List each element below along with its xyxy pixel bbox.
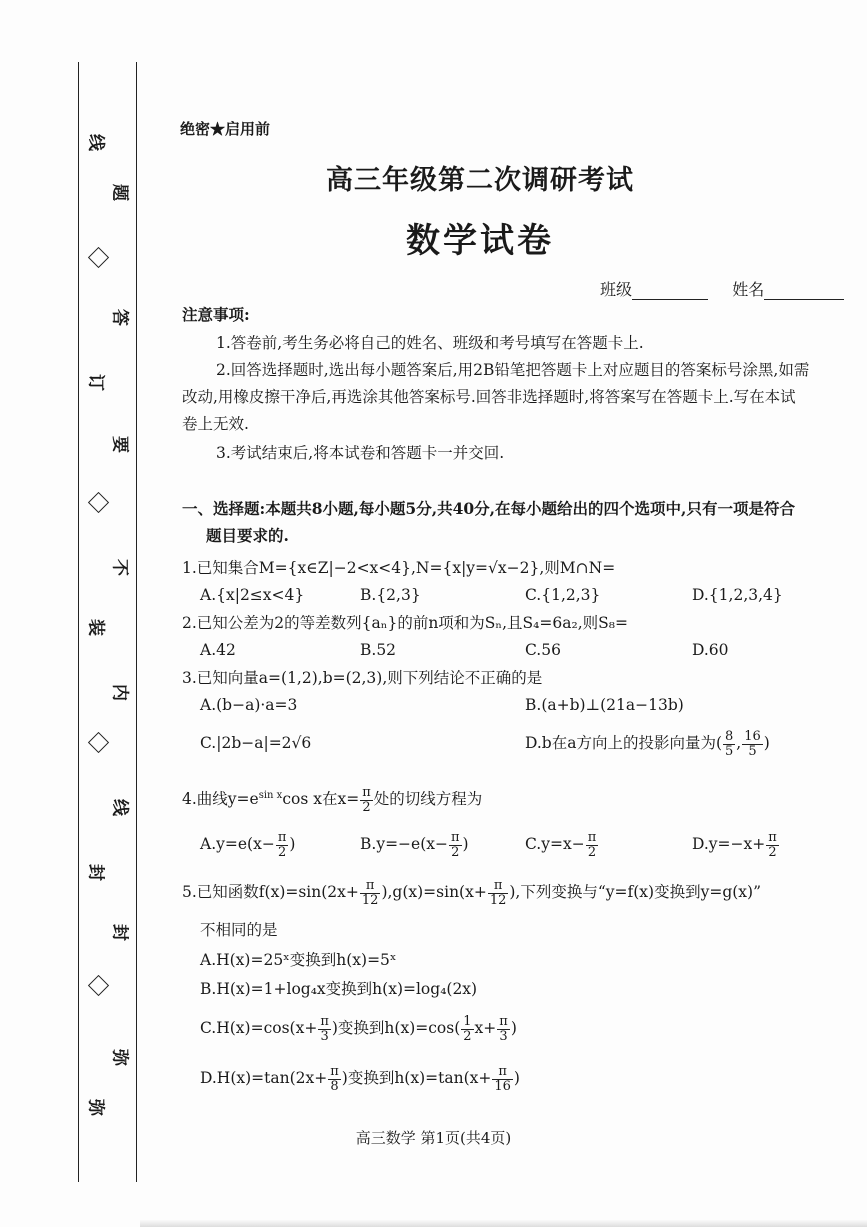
student-info <box>600 277 844 300</box>
binding-line-inner <box>136 62 137 1182</box>
notice-item: 改动,用橡皮擦干净后,再选涂其他答案标号.回答非选择题时,将答案写在答题卡上.写在本试 <box>182 388 796 406</box>
margin-char: 题 <box>109 184 130 201</box>
binding-margin <box>0 0 150 1227</box>
page-edge-shadow <box>140 1219 867 1227</box>
option-a: A.{x|2≤x<4} <box>200 586 305 604</box>
option-c: C.y=x− $\frac{\pi}{2}$ <box>525 829 597 860</box>
margin-char: 装 <box>85 619 106 636</box>
option-c: C.56 <box>525 641 561 659</box>
question-stem: 2.已知公差为2的等差数列{aₙ}的前n项和为Sₙ,且S₄=6a₂,则S₈= <box>182 614 628 632</box>
margin-char: 弥 <box>85 1099 106 1116</box>
option-a: A.42 <box>200 641 236 659</box>
binding-line-outer <box>78 62 79 1182</box>
option-d: D.{1,2,3,4} <box>692 586 783 604</box>
option-a: A.(b−a)·a=3 <box>200 696 298 714</box>
section-heading: 一、选择题:本题共8小题,每小题5分,共40分,在每小题给出的四个选项中,只有一项是符合 <box>182 499 795 518</box>
question-stem: 4.曲线$y=e^{sin x}\cos$ x在x= $\frac{\pi}{2}$ 处的切线方程为 <box>182 784 483 815</box>
diamond-icon <box>88 247 109 268</box>
margin-char: 封 <box>85 864 106 881</box>
option-b: B.y=−e(x− $\frac{\pi}{2}$ ) <box>360 829 469 860</box>
exam-title: 高三年级第二次调研考试 <box>326 165 634 196</box>
diamond-icon <box>88 975 109 996</box>
option-b: B.(a+b)⊥(21a−13b) <box>525 696 684 714</box>
margin-char: 订 <box>85 374 106 391</box>
margin-char: 线 <box>85 134 106 151</box>
margin-char: 不 <box>109 559 130 576</box>
margin-char: 答 <box>109 309 130 326</box>
fraction: $\frac{16}{5}$ <box>744 728 761 759</box>
margin-char: 要 <box>109 436 130 453</box>
option-d-text: D.b在a方向上的投影向量为( <box>525 734 723 752</box>
option-c: C.{1,2,3} <box>525 586 601 604</box>
option-d: D.H(x)=tan(2x+ $\frac{\pi}{8}$ )变换到h(x)=tan(x+ $\frac{\pi}{16}$ ) <box>200 1063 520 1094</box>
option-c: C.H(x)=cos(x+ $\frac{\pi}{3}$ )变换到h(x)=cos( $\frac{1}{2}$ x+ $\frac{\pi}{3}$ ) <box>200 1013 517 1044</box>
option-b: B.H(x)=1+log₄x变换到h(x)=log₄(2x) <box>200 980 478 998</box>
exam-subtitle: 数学试卷 <box>406 221 554 261</box>
notice-item: 2.回答选择题时,选出每小题答案后,用2B铅笔把答题卡上对应题目的答案标号涂黑,如需 <box>216 361 810 379</box>
margin-char: 弥 <box>109 1049 130 1066</box>
class-field[interactable] <box>632 283 708 300</box>
option-d: D.y=−x+ $\frac{\pi}{2}$ <box>692 829 777 860</box>
option-a: A.y=e(x− $\frac{\pi}{2}$ ) <box>200 829 296 860</box>
option-a: A.H(x)=25ˣ变换到h(x)=5ˣ <box>200 951 397 969</box>
question-stem: 5.已知函数f(x)=sin(2x+ $\frac{\pi}{12}$ ),g(x)=sin(x+ $\frac{\pi}{12}$ ),下列变换与“y=f(x)变换到y=g(x)” <box>182 877 762 908</box>
notice-heading: 注意事项: <box>182 305 250 324</box>
margin-char: 线 <box>109 799 130 816</box>
question-stem: 3.已知向量a=(1,2),b=(2,3),则下列结论不正确的是 <box>182 669 543 687</box>
margin-char: 封 <box>109 924 130 941</box>
option-d: D.60 <box>692 641 729 659</box>
notice-item: 卷上无效. <box>182 415 249 433</box>
option-b: B.{2,3} <box>360 586 421 604</box>
question-stem-line2: 不相同的是 <box>200 921 278 939</box>
option-d: D.b在a方向上的投影向量为( $\frac{8}{5}$ , $\frac{16}{5}$ ) <box>525 728 770 759</box>
question-stem: 1.已知集合M={x∈Z|−2<x<4},N={x|y=√x−2},则M∩N= <box>182 559 616 577</box>
page-footer: 高三数学 第1页(共4页) <box>355 1129 512 1147</box>
option-c: C.|2b−a|=2√6 <box>200 734 312 752</box>
name-label: 姓名 <box>732 280 765 299</box>
class-label: 班级 <box>600 280 633 299</box>
option-b: B.52 <box>360 641 397 659</box>
diamond-icon <box>88 492 109 513</box>
notice-item: 3.考试结束后,将本试卷和答题卡一并交回. <box>216 444 505 462</box>
margin-char: 内 <box>109 684 130 701</box>
fraction: $\frac{8}{5}$ <box>725 728 734 759</box>
fraction: $\frac{\pi}{2}$ <box>362 784 371 815</box>
name-field[interactable] <box>764 283 844 300</box>
secret-label: 绝密★启用前 <box>180 120 271 138</box>
section-heading: 题目要求的. <box>206 526 289 545</box>
notice-item: 1.答卷前,考生务必将自己的姓名、班级和考号填写在答题卡上. <box>216 334 644 352</box>
diamond-icon <box>88 732 109 753</box>
